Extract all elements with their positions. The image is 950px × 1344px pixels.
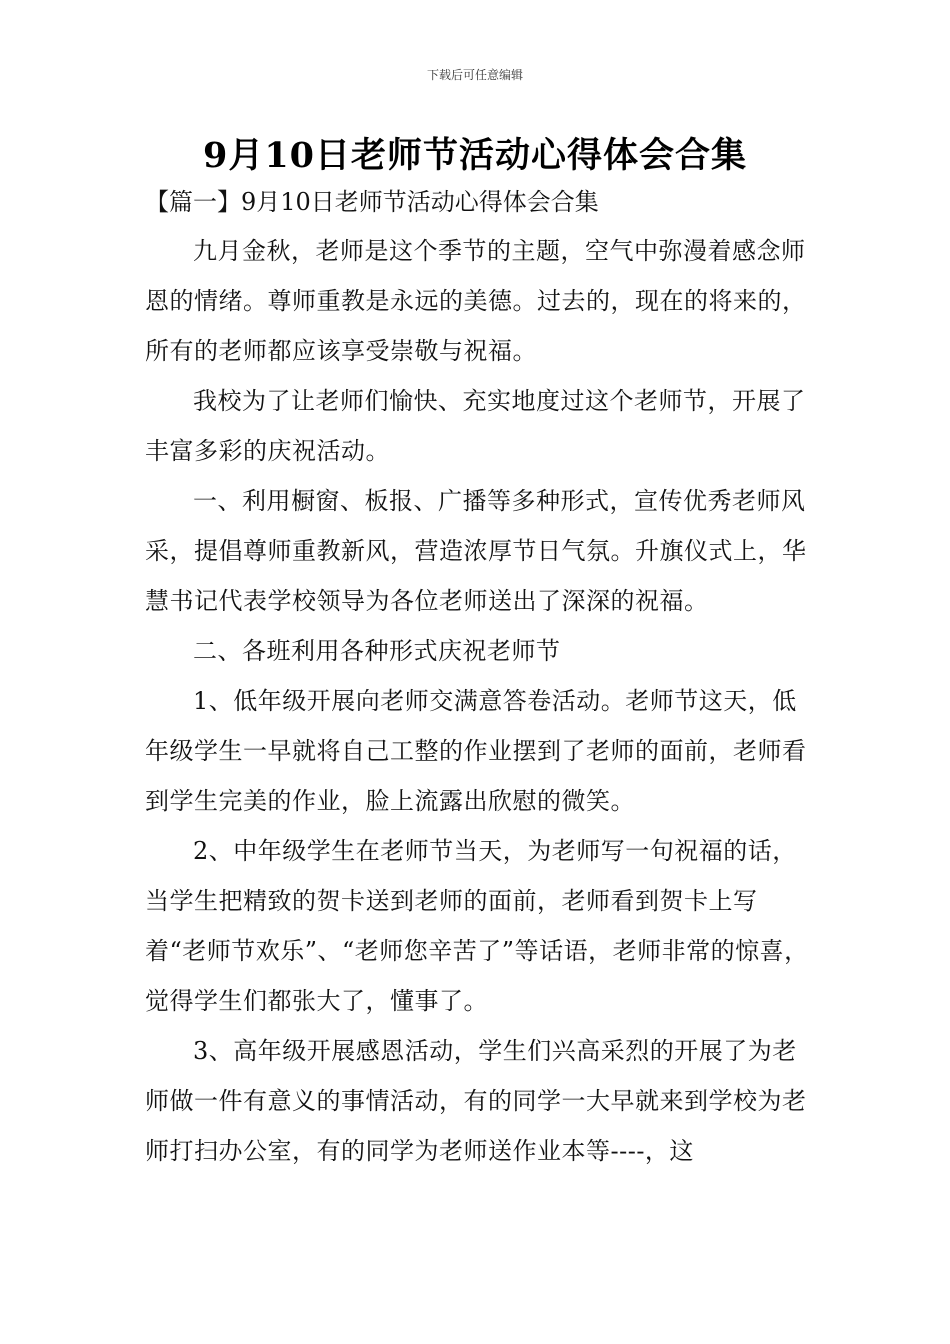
- paragraph: 1、低年级开展向老师交满意答卷活动。老师节这天，低年级学生一早就将自己工整的作业摆到了老师的面前，老师看到学生完美的作业，脸上流露出欣慰的微笑。: [145, 687, 807, 815]
- paragraph: 九月金秋，老师是这个季节的主题，空气中弥漫着感念师恩的情绪。尊师重教是永远的美德。过去的，现在的将来的，所有的老师都应该享受崇敬与祝福。: [145, 237, 807, 365]
- paragraph: 一、利用橱窗、板报、广播等多种形式，宣传优秀老师风采，提倡尊师重教新风，营造浓厚节日气氛。升旗仪式上，华慧书记代表学校领导为各位老师送出了深深的祝福。: [145, 487, 807, 615]
- header-note: 下载后可任意编辑: [426, 68, 523, 82]
- paragraph: 我校为了让老师们愉快、充实地度过这个老师节，开展了丰富多彩的庆祝活动。: [145, 387, 806, 465]
- page-title: 9月10日老师节活动心得体会合集: [202, 135, 748, 176]
- section-heading: 【篇一】9月10日老师节活动心得体会合集: [145, 188, 599, 216]
- paragraph: 3、高年级开展感恩活动，学生们兴高采烈的开展了为老师做一件有意义的事情活动，有的同学一大早就来到学校为老师打扫办公室，有的同学为老师送作业本等----，这: [145, 1037, 807, 1165]
- paragraph: 2、中年级学生在老师节当天，为老师写一句祝福的话，当学生把精致的贺卡送到老师的面前，老师看到贺卡上写着“老师节欢乐”、“老师您辛苦了”等话语，老师非常的惊喜，觉得学生们都张大了，懂事了。: [145, 837, 809, 1015]
- paragraph: 二、各班利用各种形式庆祝老师节: [193, 637, 561, 665]
- document-body: [145, 226, 815, 1176]
